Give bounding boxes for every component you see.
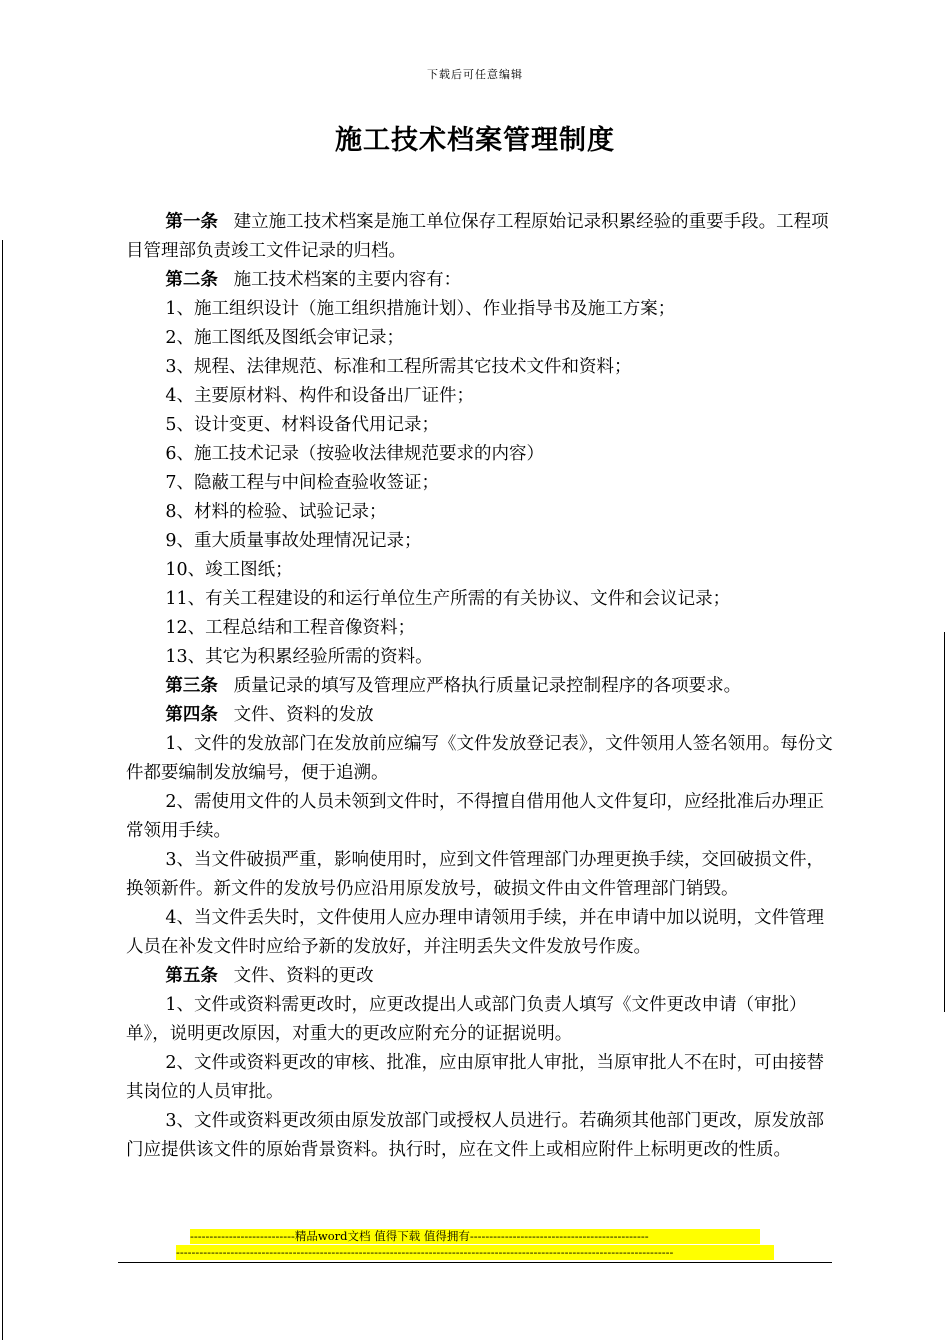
paragraph (126, 440, 836, 469)
paragraph (126, 266, 836, 295)
right-margin-line (944, 632, 945, 1012)
paragraph-text: 10、竣工图纸； (165, 560, 293, 580)
paragraph-text: 12、工程总结和工程音像资料； (165, 618, 416, 638)
paragraph (126, 1049, 836, 1107)
paragraph-text: 4、当文件丢失时，文件使用人应办理申请领用手续，并在申请中加以说明，文件管理人员在补发文件时应给予新的发放好，并注明丢失文件发放号作废。 (126, 908, 825, 957)
paragraph (126, 672, 836, 701)
paragraph (126, 469, 836, 498)
article-heading: 第一条 (165, 212, 218, 232)
paragraph (126, 991, 836, 1049)
footer-banner-line-1: ---------------------------精品word文档 值得下载 值得拥有---------------------------------------------- (190, 1229, 760, 1244)
paragraph-text: 1、施工组织设计（施工组织措施计划）、作业指导书及施工方案； (165, 299, 676, 319)
paragraph (126, 556, 836, 585)
paragraph-text: 1、文件或资料需更改时，应更改提出人或部门负责人填写《文件更改申请（审批）单》，说明更改原因，对重大的更改应附充分的证据说明。 (126, 995, 807, 1044)
paragraph-text: 文件、资料的发放 (233, 705, 374, 725)
article-heading: 第二条 (165, 270, 218, 290)
footer-rule (118, 1262, 832, 1263)
paragraph-text: 5、设计变更、材料设备代用记录； (165, 415, 440, 435)
paragraph-text: 建立施工技术档案是施工单位保存工程原始记录积累经验的重要手段。工程项目管理部负责竣工文件记录的归档。 (126, 212, 829, 261)
paragraph-text: 2、需使用文件的人员未领到文件时，不得擅自借用他人文件复印，应经批准后办理正常领用手续。 (126, 792, 825, 841)
paragraph-text: 3、规程、法律规范、标准和工程所需其它技术文件和资料； (165, 357, 632, 377)
article-heading: 第三条 (165, 676, 218, 696)
paragraph (126, 411, 836, 440)
paragraph-text: 1、文件的发放部门在发放前应编写《文件发放登记表》，文件领用人签名领用。每份文件都要编制发放编号，便于追溯。 (126, 734, 833, 783)
paragraph (126, 353, 836, 382)
paragraph (126, 295, 836, 324)
footer-banner-line-2: -------------------------------------------------------------------------------------------------------------------------------- (176, 1245, 774, 1260)
paragraph (126, 846, 836, 904)
paragraph-text: 2、施工图纸及图纸会审记录； (165, 328, 405, 348)
paragraph (126, 382, 836, 411)
paragraph (126, 527, 836, 556)
paragraph-text: 7、隐蔽工程与中间检查验收签证； (165, 473, 440, 493)
paragraph (126, 208, 836, 266)
paragraph (126, 585, 836, 614)
paragraph-text: 3、当文件破损严重，影响使用时，应到文件管理部门办理更换手续，交回破损文件，换领新件。新文件的发放号仍应沿用原发放号，破损文件由文件管理部门销毁。 (126, 850, 825, 899)
left-margin-line (2, 240, 3, 1340)
article-heading: 第四条 (165, 705, 218, 725)
paragraph-text: 文件、资料的更改 (233, 966, 374, 986)
paragraph-text: 6、施工技术记录（按验收法律规范要求的内容） (165, 444, 545, 464)
paragraph-text: 质量记录的填写及管理应严格执行质量记录控制程序的各项要求。 (233, 676, 742, 696)
paragraph-text: 8、材料的检验、试验记录； (165, 502, 387, 522)
paragraph (126, 730, 836, 788)
paragraph (126, 904, 836, 962)
paragraph-text: 施工技术档案的主要内容有： (233, 270, 462, 290)
paragraph-text: 13、其它为积累经验所需的资料。 (165, 647, 433, 667)
paragraph (126, 701, 836, 730)
paragraph-text: 11、有关工程建设的和运行单位生产所需的有关协议、文件和会议记录； (165, 589, 731, 609)
article-heading: 第五条 (165, 966, 218, 986)
paragraph-text: 2、文件或资料更改的审核、批准，应由原审批人审批，当原审批人不在时，可由接替其岗位的人员审批。 (126, 1053, 825, 1102)
paragraph (126, 788, 836, 846)
header-note: 下载后可任意编辑 (427, 68, 523, 81)
paragraph-text: 3、文件或资料更改须由原发放部门或授权人员进行。若确须其他部门更改，原发放部门应提供该文件的原始背景资料。执行时，应在文件上或相应附件上标明更改的性质。 (126, 1111, 825, 1160)
paragraph-text: 4、主要原材料、构件和设备出厂证件； (165, 386, 475, 406)
paragraph (126, 614, 836, 643)
paragraph-text: 9、重大质量事故处理情况记录； (165, 531, 422, 551)
paragraph (126, 498, 836, 527)
paragraph (126, 643, 836, 672)
document-body (126, 208, 836, 1165)
paragraph (126, 962, 836, 991)
paragraph (126, 324, 836, 353)
paragraph (126, 1107, 836, 1165)
document-title: 施工技术档案管理制度 (335, 125, 615, 156)
